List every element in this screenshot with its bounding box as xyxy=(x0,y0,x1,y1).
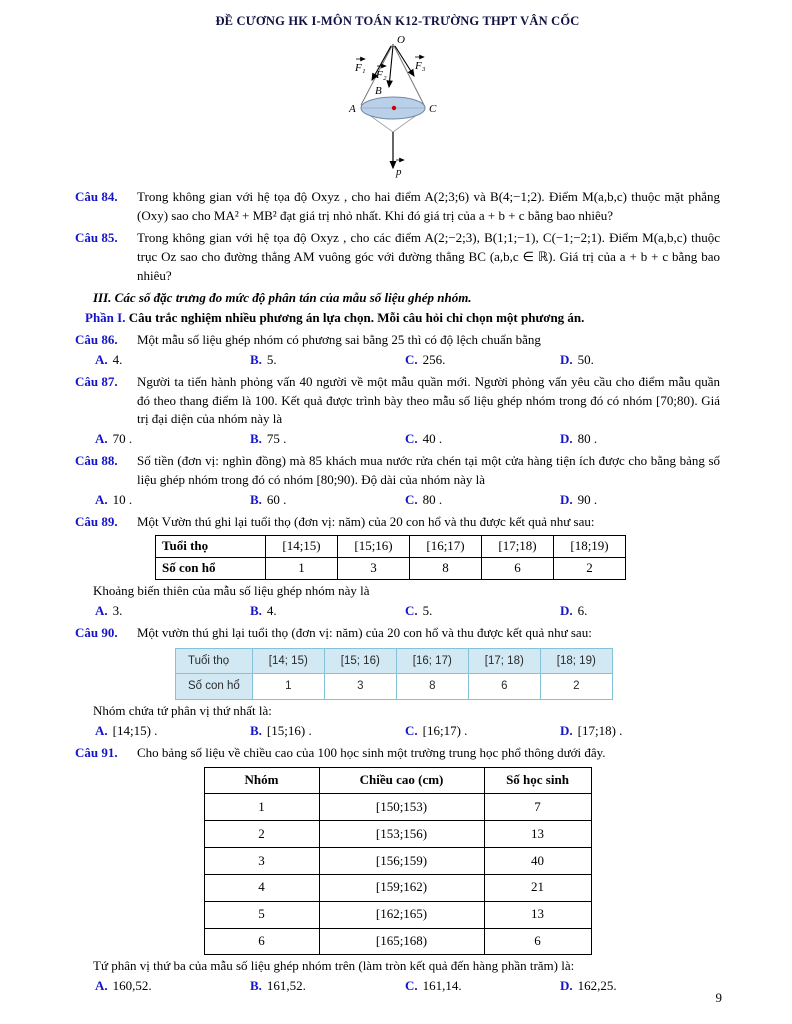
question-86-options xyxy=(75,351,720,370)
table-cell: [14;15) xyxy=(266,536,338,558)
table-cell: [150;153) xyxy=(319,794,484,821)
question-89 xyxy=(75,513,720,532)
table-row xyxy=(204,928,591,955)
question-87 xyxy=(75,373,720,430)
table-row xyxy=(204,821,591,848)
question-84-label: Câu 84. xyxy=(75,189,118,205)
table-cell: [14; 15) xyxy=(252,648,324,674)
table-cell: Tuổi thọ xyxy=(176,648,253,674)
table-cell: 2 xyxy=(204,821,319,848)
question-87-label: Câu 87. xyxy=(75,373,118,389)
question-84-text: Trong không gian với hệ tọa độ Oxyz , cho hai điểm A(2;3;6) và B(4;−1;2). Điểm M(a,b,c) thuộc mặt phẳng (Oxy) sao cho MA² + MB² đạt giá trị nhỏ nhất. Khi đó giá trị của a + b + c bằng bao nhiêu? xyxy=(137,189,720,223)
table-row xyxy=(176,648,613,674)
table-cell: 1 xyxy=(266,558,338,580)
table-cell: 13 xyxy=(484,901,591,928)
figure-label-o: O xyxy=(397,34,405,47)
center-dot xyxy=(392,106,396,110)
table-cell: 6 xyxy=(482,558,554,580)
question-90-text: Một vườn thú ghi lại tuổi thọ (đơn vị: năm) của 20 con hổ và thu được kết quả như sau: xyxy=(137,624,592,640)
option-c: C. [16;17) . xyxy=(405,722,468,738)
figure-label-f3: F₃ xyxy=(415,60,426,73)
question-85-label: Câu 85. xyxy=(75,229,118,245)
option-b: B. [15;16) . xyxy=(250,722,312,738)
table-cell: [15; 16) xyxy=(324,648,396,674)
table-cell: 2 xyxy=(540,674,612,700)
question-91-table xyxy=(204,767,592,956)
table-cell: 6 xyxy=(468,674,540,700)
question-90-table xyxy=(175,648,613,700)
option-c: C. 256. xyxy=(405,351,446,367)
table-row xyxy=(156,558,626,580)
document-title: ĐỀ CƯƠNG HK I-MÔN TOÁN K12-TRƯỜNG THPT VÂN CỐC xyxy=(215,14,580,28)
part-1-text: Câu trắc nghiệm nhiều phương án lựa chọn. Mỗi câu hỏi chỉ chọn một phương án. xyxy=(125,310,585,326)
table-cell: 6 xyxy=(484,928,591,955)
option-a: A. 10 . xyxy=(95,491,133,507)
table-cell: 6 xyxy=(204,928,319,955)
table-header-cell: Nhóm xyxy=(204,767,319,794)
table-cell: 8 xyxy=(410,558,482,580)
table-cell: [156;159) xyxy=(319,848,484,875)
figure-label-b: B xyxy=(375,85,382,98)
table-cell: Số con hổ xyxy=(176,674,253,700)
question-85 xyxy=(75,229,720,286)
option-a: A. [14;15) . xyxy=(95,722,158,738)
option-b: B. 4. xyxy=(250,603,277,618)
question-88-label: Câu 88. xyxy=(75,453,118,469)
table-cell: 21 xyxy=(484,874,591,901)
table-cell: 2 xyxy=(554,558,626,580)
table-cell: [153;156) xyxy=(319,821,484,848)
option-d: D. 50. xyxy=(560,351,594,367)
option-c: C. 40 . xyxy=(405,431,443,447)
question-90 xyxy=(75,624,720,643)
question-88 xyxy=(75,452,720,490)
table-cell: [17; 18) xyxy=(468,648,540,674)
table-cell: 5 xyxy=(204,901,319,928)
force-vector-f3 xyxy=(395,46,414,76)
question-91-followup: Tứ phân vị thứ ba của mẫu số liệu ghép nhóm trên (làm tròn kết quả đến hàng phần trăm) là: xyxy=(93,958,575,974)
option-c: C. 161,14. xyxy=(405,978,462,994)
question-84 xyxy=(75,188,720,226)
table-cell: Tuổi thọ xyxy=(156,536,266,558)
option-c: C. 5. xyxy=(405,603,433,618)
table-cell: 3 xyxy=(324,674,396,700)
table-cell: 7 xyxy=(484,794,591,821)
figure-container xyxy=(75,32,720,182)
table-row xyxy=(204,848,591,875)
table-cell: 8 xyxy=(396,674,468,700)
question-86 xyxy=(75,331,720,350)
table-cell: 4 xyxy=(204,874,319,901)
question-91-text: Cho bảng số liệu về chiều cao của 100 học sinh một trường trung học phổ thông dưới đây. xyxy=(137,744,606,760)
option-b: B. 5. xyxy=(250,351,277,367)
question-90-followup: Nhóm chứa tứ phân vị thứ nhất là: xyxy=(93,703,272,719)
table-cell: [165;168) xyxy=(319,928,484,955)
question-88-options xyxy=(75,491,720,510)
part-1-label: Phần I. xyxy=(85,310,126,326)
option-b: B. 60 . xyxy=(250,491,287,507)
question-91 xyxy=(75,744,720,763)
question-89-followup: Khoảng biến thiên của mẫu số liệu ghép nhóm này là xyxy=(93,583,370,599)
figure-label-c: C xyxy=(429,103,437,116)
table-header-cell: Chiều cao (cm) xyxy=(319,767,484,794)
table-cell: [162;165) xyxy=(319,901,484,928)
table-cell: [16; 17) xyxy=(396,648,468,674)
question-89-table xyxy=(155,535,626,580)
table-row xyxy=(176,674,613,700)
table-cell: [18;19) xyxy=(554,536,626,558)
section-3-heading: III. Các số đặc trưng đo mức độ phân tán của mẫu số liệu ghép nhóm. xyxy=(93,290,472,306)
table-row xyxy=(204,874,591,901)
option-a: A. 70 . xyxy=(95,431,133,447)
table-cell: 3 xyxy=(338,558,410,580)
question-85-text: Trong không gian với hệ tọa độ Oxyz , cho các điểm A(2;−2;3), B(1;1;−1), C(−1;−2;1). Điểm M(a,b,c) thuộc trục Oz sao cho đường thẳng AM vuông góc với đường thẳng BC (a,b,c ∈ ℝ). Giá trị của a + b + c bằng bao nhiêu? xyxy=(137,229,720,283)
page-number: 9 xyxy=(715,990,722,1006)
table-cell: 3 xyxy=(204,848,319,875)
table-row xyxy=(156,536,626,558)
question-88-text: Số tiền (đơn vị: nghìn đồng) mà 85 khách mua nước rửa chén tại một cửa hàng tiện ích được cho bằng bảng số liệu ghép nhóm trong đó có nhóm [80;90). Độ dài của nhóm này là xyxy=(137,453,720,487)
question-89-options xyxy=(75,602,720,621)
table-cell: 1 xyxy=(204,794,319,821)
option-b: B. 161,52. xyxy=(250,978,306,994)
option-a: A. 3. xyxy=(95,603,123,618)
option-d: D. 80 . xyxy=(560,431,598,447)
question-87-options xyxy=(75,430,720,449)
option-c: C. 80 . xyxy=(405,491,443,507)
option-d: D. 162,25. xyxy=(560,978,617,994)
figure-label-p: p xyxy=(396,166,402,179)
question-90-label: Câu 90. xyxy=(75,624,118,640)
question-89-text: Một Vườn thú ghi lại tuổi thọ (đơn vị: năm) của 20 con hổ và thu được kết quả như sau: xyxy=(137,513,595,529)
table-row xyxy=(204,901,591,928)
option-a: A. 4. xyxy=(95,351,123,367)
table-cell: [159;162) xyxy=(319,874,484,901)
question-90-options xyxy=(75,722,720,741)
cone-forces-figure xyxy=(330,32,465,182)
force-vector-f2 xyxy=(389,46,393,87)
option-d: D. 90 . xyxy=(560,491,598,507)
table-cell: [18; 19) xyxy=(540,648,612,674)
figure-label-f2: F₂ xyxy=(376,69,387,82)
question-91-options xyxy=(75,977,720,996)
table-cell: [16;17) xyxy=(410,536,482,558)
table-row xyxy=(204,794,591,821)
table-header-row xyxy=(204,767,591,794)
question-86-label: Câu 86. xyxy=(75,332,118,348)
table-cell: 1 xyxy=(252,674,324,700)
table-cell: [17;18) xyxy=(482,536,554,558)
option-a: A. 160,52. xyxy=(95,978,152,994)
option-d: D. 6. xyxy=(560,603,588,618)
table-cell: 13 xyxy=(484,821,591,848)
figure-label-f1: F₁ xyxy=(355,62,366,75)
table-cell: 40 xyxy=(484,848,591,875)
figure-label-a: A xyxy=(349,103,356,116)
table-header-cell: Số học sinh xyxy=(484,767,591,794)
question-87-text: Người ta tiến hành phỏng vấn 40 người về một mẫu quần mới. Người phỏng vấn yêu cầu cho điểm mẫu quần đó theo thang điểm là 100. Kết quả được trình bày theo mẫu số liệu ghép nhóm trong đó có nhóm [70;80). Giá trị đại diện của nhóm này là xyxy=(137,373,720,427)
table-cell: [15;16) xyxy=(338,536,410,558)
table-cell: Số con hổ xyxy=(156,558,266,580)
option-b: B. 75 . xyxy=(250,431,287,447)
option-d: D. [17;18) . xyxy=(560,722,623,738)
question-86-text: Một mẫu số liệu ghép nhóm có phương sai bằng 25 thì có độ lệch chuẩn bằng xyxy=(137,332,541,348)
question-89-label: Câu 89. xyxy=(75,513,118,529)
part-1-heading xyxy=(85,309,720,328)
question-91-label: Câu 91. xyxy=(75,744,118,760)
